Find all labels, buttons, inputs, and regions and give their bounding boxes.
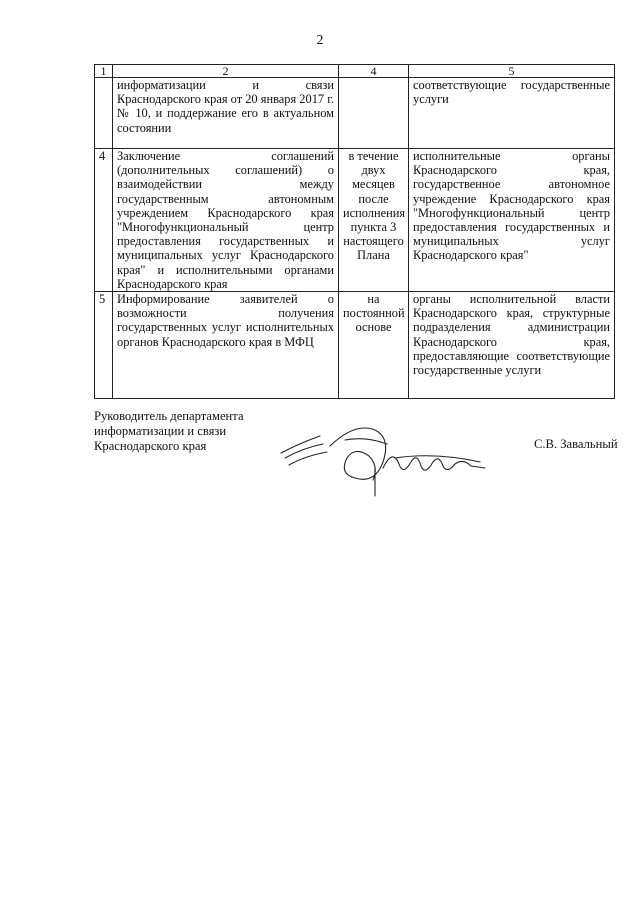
table-row <box>95 149 615 292</box>
row-term: на постоянной основе <box>339 292 409 399</box>
row-responsible: исполнительные органы Краснодарского края, государственное автономное учреждение Краснодарского края "Многофункциональный центр предоставления государственных и муниципальных услуг Краснодарского края" <box>409 149 615 292</box>
signatory-position-line: информатизации и связи <box>94 424 227 438</box>
table-row <box>95 292 615 399</box>
table-row <box>95 78 615 149</box>
signatory-name: С.В. Завальный <box>534 437 618 451</box>
row-term: в течение двух месяцев после исполнения пункта 3 настоящего Плана <box>339 149 409 292</box>
row-number: 5 <box>95 292 113 399</box>
header-col-4: 4 <box>339 65 409 78</box>
header-col-5: 5 <box>409 65 615 78</box>
signatory-position-line: Руководитель департамента <box>94 409 244 423</box>
row-responsible: органы исполнительной власти Краснодарского края, структурные подразделения администрации Краснодарского края, предоставляющие соответствующие государственные услуги <box>409 292 615 399</box>
row-number <box>95 78 113 149</box>
row-term <box>339 78 409 149</box>
row-number: 4 <box>95 149 113 292</box>
header-col-1: 1 <box>95 65 113 78</box>
row-action: Заключение соглашений (дополнительных соглашений) о взаимодействии между государственным автономным учреждением Краснодарского края "Многофункциональный центр предоставления государственных и муниципальных услуг Краснодарского края" и исполнительными органами Краснодарского края <box>113 149 339 292</box>
signatory-position <box>94 409 244 454</box>
page-number: 2 <box>316 33 324 48</box>
header-col-2: 2 <box>113 65 339 78</box>
row-responsible: соответствующие государственные услуги <box>409 78 615 149</box>
table-header-row <box>95 65 615 78</box>
plan-table <box>94 64 615 399</box>
handwritten-signature <box>275 418 490 498</box>
row-action: Информирование заявителей о возможности получения государственных услуг исполнительных органов Краснодарского края в МФЦ <box>113 292 339 399</box>
signatory-position-line: Краснодарского края <box>94 439 207 453</box>
row-action: информатизации и связи Краснодарского края от 20 января 2017 г. № 10, и поддержание его в актуальном состоянии <box>113 78 339 149</box>
